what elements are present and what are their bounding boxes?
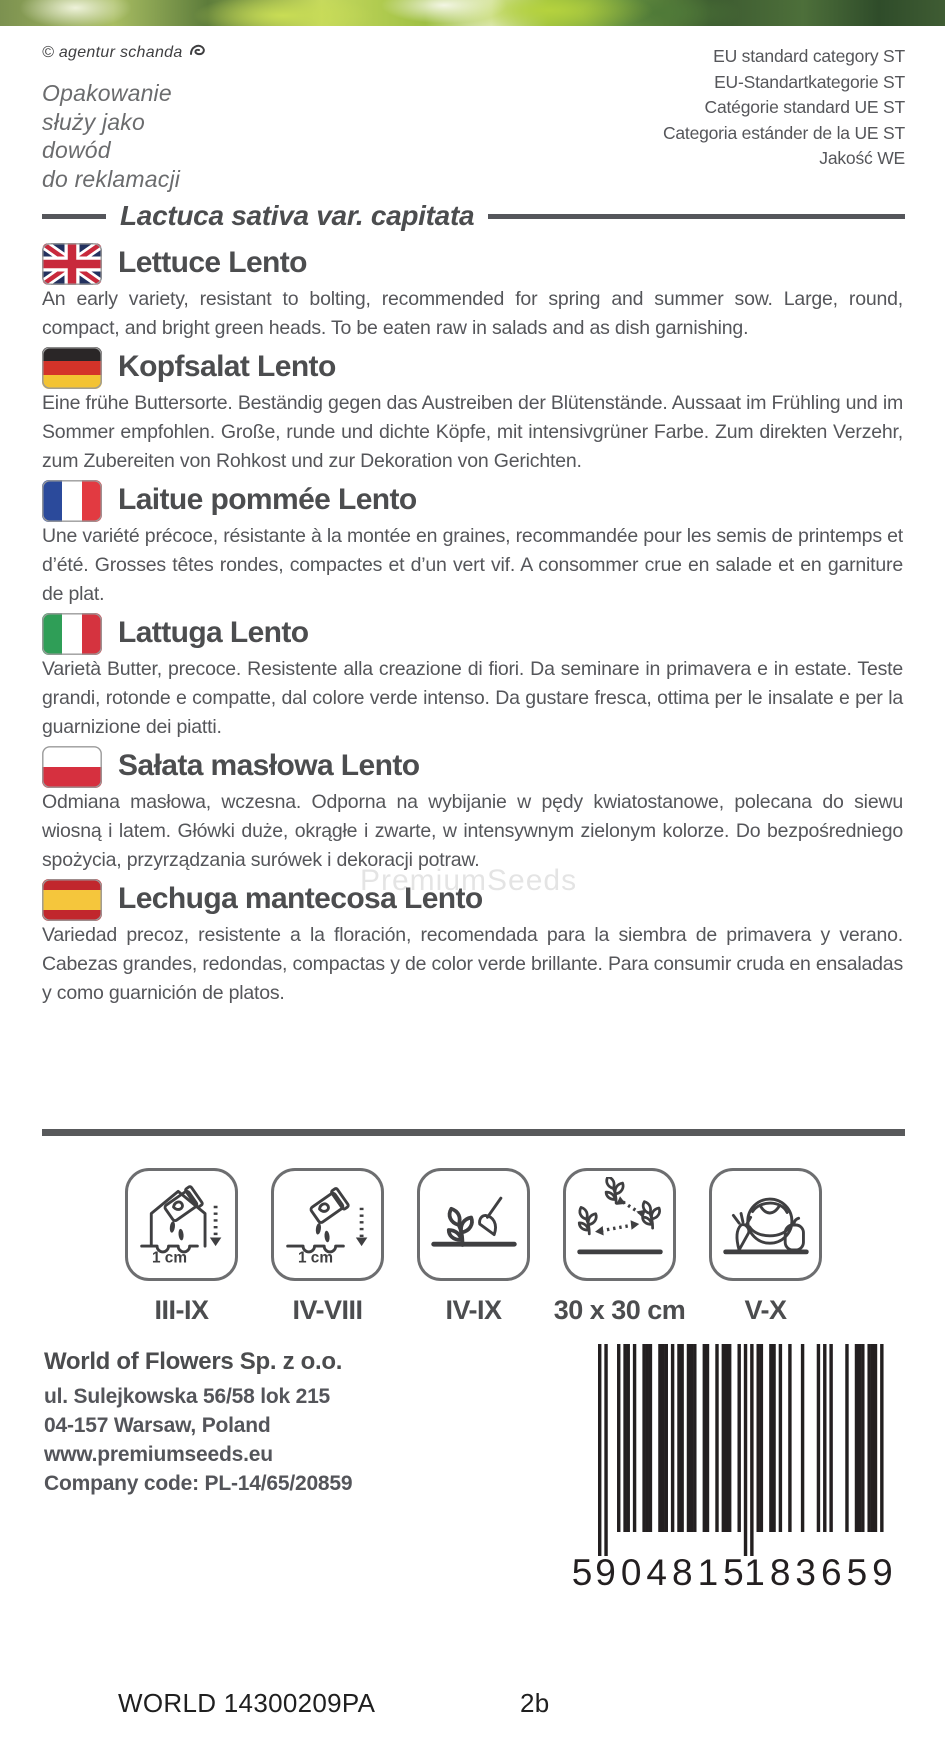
title-rule-right: [488, 214, 905, 219]
transplant-label: IV-IX: [445, 1295, 502, 1325]
watermark: PremiumSeeds: [360, 864, 578, 897]
lang-section-en: [42, 243, 903, 343]
section-divider: [42, 1129, 905, 1136]
barcode-digit-first: 5: [571, 1552, 593, 1592]
section-head-it: [42, 613, 903, 653]
copyright-credit: © agentur schanda: [42, 43, 183, 61]
svg-text:1 cm: 1 cm: [297, 1248, 333, 1266]
harvest-icon: [709, 1168, 822, 1281]
variety-title-it: Lattuga Lento: [118, 616, 309, 649]
eu-category-line-4: Jakość WE: [819, 148, 905, 168]
variety-title-en: Lettuce Lento: [118, 246, 307, 279]
section-head-en: [42, 243, 903, 283]
section-head-fr: [42, 480, 903, 520]
sow-outdoors-icon: [271, 1168, 384, 1281]
variety-title-pl: Sałata masłowa Lento: [118, 749, 420, 782]
description-it: Varietà Butter, precoce. Resistente alla creazione di fiori. Da seminare in primavera e in estate. Teste grandi, rotonde e compatte, dal colore verde intenso. Da gustare fresca, ottima per le insalate e per la guarnizione dei piatti.: [42, 658, 903, 738]
section-head-pl: [42, 746, 903, 786]
pictogram-sow-outdoors: [271, 1168, 384, 1326]
spacing-label: 30 x 30 cm: [553, 1295, 686, 1325]
botanical-name-row: [42, 200, 905, 232]
section-head-de: [42, 347, 903, 387]
eu-category-line-2: Catégorie standard UE ST: [704, 97, 905, 117]
barcode-digits-right: 183659: [744, 1552, 898, 1592]
company-address-line-3: Company code: PL-14/65/20859: [44, 1472, 353, 1495]
poland-flag-icon: [42, 746, 102, 788]
packaging-note: [42, 79, 209, 193]
sow-indoors-icon: [125, 1168, 238, 1281]
barcode-digits-left: 904815: [595, 1552, 749, 1592]
sow-outdoors-label: IV-VIII: [292, 1295, 363, 1325]
company-address-line-0: ul. Sulejkowska 56/58 lok 215: [44, 1385, 331, 1408]
harvest-label: V-X: [744, 1295, 787, 1325]
title-rule-left: [42, 214, 106, 219]
description-es: Variedad precoz, resistente a la floración, recomendada para la siembra de primavera y verano. Cabezas grandes, redondas, compactas y de color verde brillante. Para consumir cruda en ensaladas y como guarnición de platos.: [42, 924, 903, 1004]
header-left: [42, 42, 209, 193]
packaging-note-line-2: dowód: [42, 137, 111, 163]
agency-logo-icon: [189, 42, 209, 63]
company-address-line-2: www.premiumseeds.eu: [44, 1443, 273, 1466]
lang-section-fr: [42, 480, 903, 609]
pictogram-sow-indoors: [125, 1168, 238, 1326]
variety-title-de: Kopfsalat Lento: [118, 350, 336, 383]
eu-category-line-1: EU-Standartkategorie ST: [714, 71, 905, 92]
packaging-note-line-3: do reklamacji: [42, 165, 181, 192]
spain-flag-icon: [42, 879, 102, 921]
germany-flag-icon: [42, 347, 102, 389]
sow-indoors-label: III-IX: [154, 1295, 209, 1325]
spacing-icon: [563, 1168, 676, 1281]
uk-flag-icon: [42, 243, 102, 285]
variant-code: 2b: [520, 1688, 550, 1718]
eu-category-line-0: EU standard category ST: [713, 46, 905, 66]
svg-text:1 cm: 1 cm: [151, 1248, 187, 1266]
company-name: World of Flowers Sp. z o.o.: [44, 1348, 343, 1375]
eu-category-block: [663, 44, 905, 172]
batch-code: WORLD 14300209PA: [118, 1688, 376, 1718]
pictogram-transplant: [417, 1168, 530, 1326]
description-de: Eine frühe Buttersorte. Beständig gegen das Austreiben der Blütenstände. Aussaat im Frühling und im Sommer empfohlen. Große, runde und dichte Köpfe, mit intensivgrüner Farbe. Zum direkten Verzehr, zum Zubereiten von Rohkost und zur Dekoration von Gerichten.: [42, 392, 903, 472]
ean13-barcode: [570, 1344, 900, 1597]
packaging-note-line-1: służy jako: [42, 108, 145, 135]
italy-flag-icon: [42, 613, 102, 655]
eu-category-line-3: Categoria estánder de la UE ST: [662, 122, 905, 143]
pictogram-harvest: [709, 1168, 822, 1326]
copyright-row: [42, 42, 209, 63]
lang-section-de: [42, 347, 903, 476]
transplant-icon: [417, 1168, 530, 1281]
lang-section-pl: [42, 746, 903, 875]
company-block: [44, 1348, 352, 1498]
description-pl: Odmiana masłowa, wczesna. Odporna na wybijanie w pędy kwiatostanowe, polecana do siewu wiosną i latem. Główki duże, okrągłe i zwarte, w intensywnym zielonym kolorze. Do bezpośredniego spożycia, przyrządzania surówek i dekoracji potraw.: [42, 791, 903, 871]
company-address-line-1: 04-157 Warsaw, Poland: [44, 1414, 271, 1437]
description-fr: Une variété précoce, résistante à la montée en graines, recommandée pour les semis de printemps et d’été. Grosses têtes rondes, compactes et d’un vert vif. A consommer crue en salade et en garniture de plat.: [42, 525, 903, 605]
lang-section-es: [42, 879, 903, 1008]
france-flag-icon: [42, 480, 102, 522]
lettuce-photo-strip: [0, 0, 945, 26]
botanical-name: Lactuca sativa var. capitata: [120, 200, 475, 231]
variety-title-fr: Laitue pommée Lento: [118, 483, 417, 516]
sowing-icons-row: [125, 1168, 822, 1326]
description-en: An early variety, resistant to bolting, recommended for spring and summer sow. Large, round, compact, and bright green heads. To be eaten raw in salads and as dish garnishing.: [42, 288, 903, 339]
company-address: [44, 1382, 352, 1498]
pictogram-spacing: [553, 1168, 686, 1326]
packaging-note-line-0: Opakowanie: [42, 80, 172, 106]
variety-title-es: Lechuga mantecosa Lento: [118, 882, 483, 915]
lang-section-it: [42, 613, 903, 742]
